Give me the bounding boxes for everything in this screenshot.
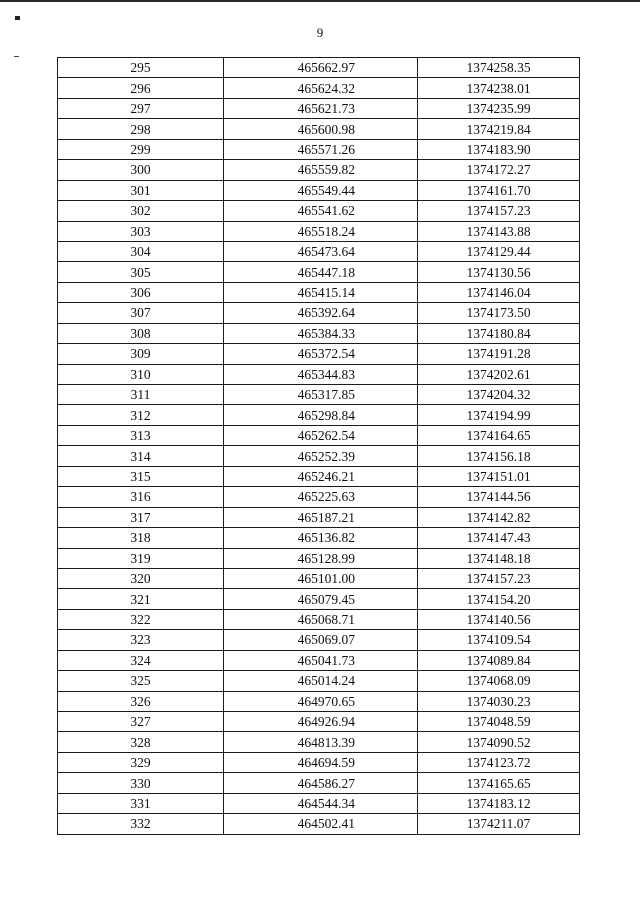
point-number-cell: 303 (58, 221, 224, 241)
y-coordinate-cell: 1374165.65 (418, 773, 580, 793)
point-number-cell: 321 (58, 589, 224, 609)
y-coordinate-cell: 1374211.07 (418, 814, 580, 834)
y-coordinate-cell: 1374204.32 (418, 385, 580, 405)
table-row (58, 58, 580, 78)
y-coordinate-cell: 1374146.04 (418, 282, 580, 302)
x-coordinate-cell: 465068.71 (224, 609, 418, 629)
table-row (58, 385, 580, 405)
y-coordinate-cell: 1374142.82 (418, 507, 580, 527)
x-coordinate-cell: 465101.00 (224, 568, 418, 588)
point-number-cell: 297 (58, 98, 224, 118)
y-coordinate-cell: 1374089.84 (418, 650, 580, 670)
y-coordinate-cell: 1374148.18 (418, 548, 580, 568)
point-number-cell: 320 (58, 568, 224, 588)
x-coordinate-cell: 465559.82 (224, 160, 418, 180)
table-row (58, 78, 580, 98)
table-row (58, 425, 580, 445)
y-coordinate-cell: 1374130.56 (418, 262, 580, 282)
point-number-cell: 324 (58, 650, 224, 670)
x-coordinate-cell: 464694.59 (224, 752, 418, 772)
table-row (58, 752, 580, 772)
table-row (58, 548, 580, 568)
x-coordinate-cell: 464586.27 (224, 773, 418, 793)
x-coordinate-cell: 464970.65 (224, 691, 418, 711)
y-coordinate-cell: 1374123.72 (418, 752, 580, 772)
y-coordinate-cell: 1374147.43 (418, 528, 580, 548)
table-row (58, 671, 580, 691)
table-row (58, 609, 580, 629)
point-number-cell: 314 (58, 446, 224, 466)
x-coordinate-cell: 464502.41 (224, 814, 418, 834)
table-row (58, 98, 580, 118)
table-row (58, 630, 580, 650)
y-coordinate-cell: 1374109.54 (418, 630, 580, 650)
x-coordinate-cell: 465187.21 (224, 507, 418, 527)
point-number-cell: 328 (58, 732, 224, 752)
point-number-cell: 332 (58, 814, 224, 834)
point-number-cell: 307 (58, 303, 224, 323)
y-coordinate-cell: 1374140.56 (418, 609, 580, 629)
point-number-cell: 296 (58, 78, 224, 98)
x-coordinate-cell: 464926.94 (224, 712, 418, 732)
x-coordinate-cell: 465541.62 (224, 201, 418, 221)
table-row (58, 691, 580, 711)
point-number-cell: 330 (58, 773, 224, 793)
table-row (58, 344, 580, 364)
point-number-cell: 308 (58, 323, 224, 343)
table-row (58, 241, 580, 261)
table-row (58, 201, 580, 221)
point-number-cell: 302 (58, 201, 224, 221)
x-coordinate-cell: 465317.85 (224, 385, 418, 405)
y-coordinate-cell: 1374157.23 (418, 201, 580, 221)
x-coordinate-cell: 465473.64 (224, 241, 418, 261)
point-number-cell: 306 (58, 282, 224, 302)
table-row (58, 364, 580, 384)
x-coordinate-cell: 465252.39 (224, 446, 418, 466)
x-coordinate-cell: 465518.24 (224, 221, 418, 241)
point-number-cell: 316 (58, 487, 224, 507)
point-number-cell: 298 (58, 119, 224, 139)
y-coordinate-cell: 1374090.52 (418, 732, 580, 752)
scan-mark (15, 16, 20, 20)
coordinates-table (57, 57, 580, 835)
point-number-cell: 315 (58, 466, 224, 486)
y-coordinate-cell: 1374173.50 (418, 303, 580, 323)
x-coordinate-cell: 465621.73 (224, 98, 418, 118)
y-coordinate-cell: 1374144.56 (418, 487, 580, 507)
point-number-cell: 323 (58, 630, 224, 650)
y-coordinate-cell: 1374143.88 (418, 221, 580, 241)
point-number-cell: 326 (58, 691, 224, 711)
x-coordinate-cell: 465624.32 (224, 78, 418, 98)
point-number-cell: 331 (58, 793, 224, 813)
y-coordinate-cell: 1374151.01 (418, 466, 580, 486)
x-coordinate-cell: 465571.26 (224, 139, 418, 159)
table-row (58, 139, 580, 159)
table-row (58, 221, 580, 241)
y-coordinate-cell: 1374129.44 (418, 241, 580, 261)
point-number-cell: 300 (58, 160, 224, 180)
x-coordinate-cell: 465392.64 (224, 303, 418, 323)
x-coordinate-cell: 465014.24 (224, 671, 418, 691)
table-row (58, 589, 580, 609)
x-coordinate-cell: 465246.21 (224, 466, 418, 486)
table-row (58, 814, 580, 834)
table-row (58, 650, 580, 670)
table-row (58, 528, 580, 548)
point-number-cell: 299 (58, 139, 224, 159)
y-coordinate-cell: 1374202.61 (418, 364, 580, 384)
y-coordinate-cell: 1374183.90 (418, 139, 580, 159)
point-number-cell: 295 (58, 58, 224, 78)
y-coordinate-cell: 1374161.70 (418, 180, 580, 200)
table-row (58, 282, 580, 302)
scan-mark (14, 56, 19, 57)
point-number-cell: 301 (58, 180, 224, 200)
table-row (58, 180, 580, 200)
x-coordinate-cell: 465262.54 (224, 425, 418, 445)
y-coordinate-cell: 1374164.65 (418, 425, 580, 445)
y-coordinate-cell: 1374154.20 (418, 589, 580, 609)
x-coordinate-cell: 465447.18 (224, 262, 418, 282)
x-coordinate-cell: 465384.33 (224, 323, 418, 343)
table-row (58, 466, 580, 486)
x-coordinate-cell: 465136.82 (224, 528, 418, 548)
point-number-cell: 322 (58, 609, 224, 629)
table-row (58, 487, 580, 507)
table-row (58, 712, 580, 732)
point-number-cell: 309 (58, 344, 224, 364)
y-coordinate-cell: 1374219.84 (418, 119, 580, 139)
point-number-cell: 313 (58, 425, 224, 445)
point-number-cell: 319 (58, 548, 224, 568)
point-number-cell: 325 (58, 671, 224, 691)
y-coordinate-cell: 1374157.23 (418, 568, 580, 588)
table-row (58, 303, 580, 323)
table-row (58, 773, 580, 793)
table-row (58, 119, 580, 139)
x-coordinate-cell: 465128.99 (224, 548, 418, 568)
table-row (58, 568, 580, 588)
point-number-cell: 304 (58, 241, 224, 261)
table-row (58, 732, 580, 752)
y-coordinate-cell: 1374030.23 (418, 691, 580, 711)
point-number-cell: 311 (58, 385, 224, 405)
table-row (58, 507, 580, 527)
x-coordinate-cell: 464813.39 (224, 732, 418, 752)
table-row (58, 160, 580, 180)
x-coordinate-cell: 465549.44 (224, 180, 418, 200)
x-coordinate-cell: 465372.54 (224, 344, 418, 364)
x-coordinate-cell: 465079.45 (224, 589, 418, 609)
table-row (58, 405, 580, 425)
y-coordinate-cell: 1374235.99 (418, 98, 580, 118)
x-coordinate-cell: 465069.07 (224, 630, 418, 650)
point-number-cell: 329 (58, 752, 224, 772)
x-coordinate-cell: 465600.98 (224, 119, 418, 139)
x-coordinate-cell: 465225.63 (224, 487, 418, 507)
coordinates-table-body (58, 58, 580, 835)
table-row (58, 446, 580, 466)
point-number-cell: 317 (58, 507, 224, 527)
y-coordinate-cell: 1374068.09 (418, 671, 580, 691)
x-coordinate-cell: 465662.97 (224, 58, 418, 78)
page-number: 9 (316, 25, 324, 40)
x-coordinate-cell: 464544.34 (224, 793, 418, 813)
x-coordinate-cell: 465415.14 (224, 282, 418, 302)
point-number-cell: 327 (58, 712, 224, 732)
table-row (58, 262, 580, 282)
point-number-cell: 312 (58, 405, 224, 425)
y-coordinate-cell: 1374191.28 (418, 344, 580, 364)
y-coordinate-cell: 1374183.12 (418, 793, 580, 813)
y-coordinate-cell: 1374172.27 (418, 160, 580, 180)
point-number-cell: 310 (58, 364, 224, 384)
scan-top-border (0, 0, 640, 2)
table-row (58, 323, 580, 343)
point-number-cell: 305 (58, 262, 224, 282)
y-coordinate-cell: 1374156.18 (418, 446, 580, 466)
y-coordinate-cell: 1374258.35 (418, 58, 580, 78)
y-coordinate-cell: 1374238.01 (418, 78, 580, 98)
point-number-cell: 318 (58, 528, 224, 548)
table-row (58, 793, 580, 813)
x-coordinate-cell: 465298.84 (224, 405, 418, 425)
x-coordinate-cell: 465041.73 (224, 650, 418, 670)
x-coordinate-cell: 465344.83 (224, 364, 418, 384)
y-coordinate-cell: 1374194.99 (418, 405, 580, 425)
y-coordinate-cell: 1374180.84 (418, 323, 580, 343)
y-coordinate-cell: 1374048.59 (418, 712, 580, 732)
